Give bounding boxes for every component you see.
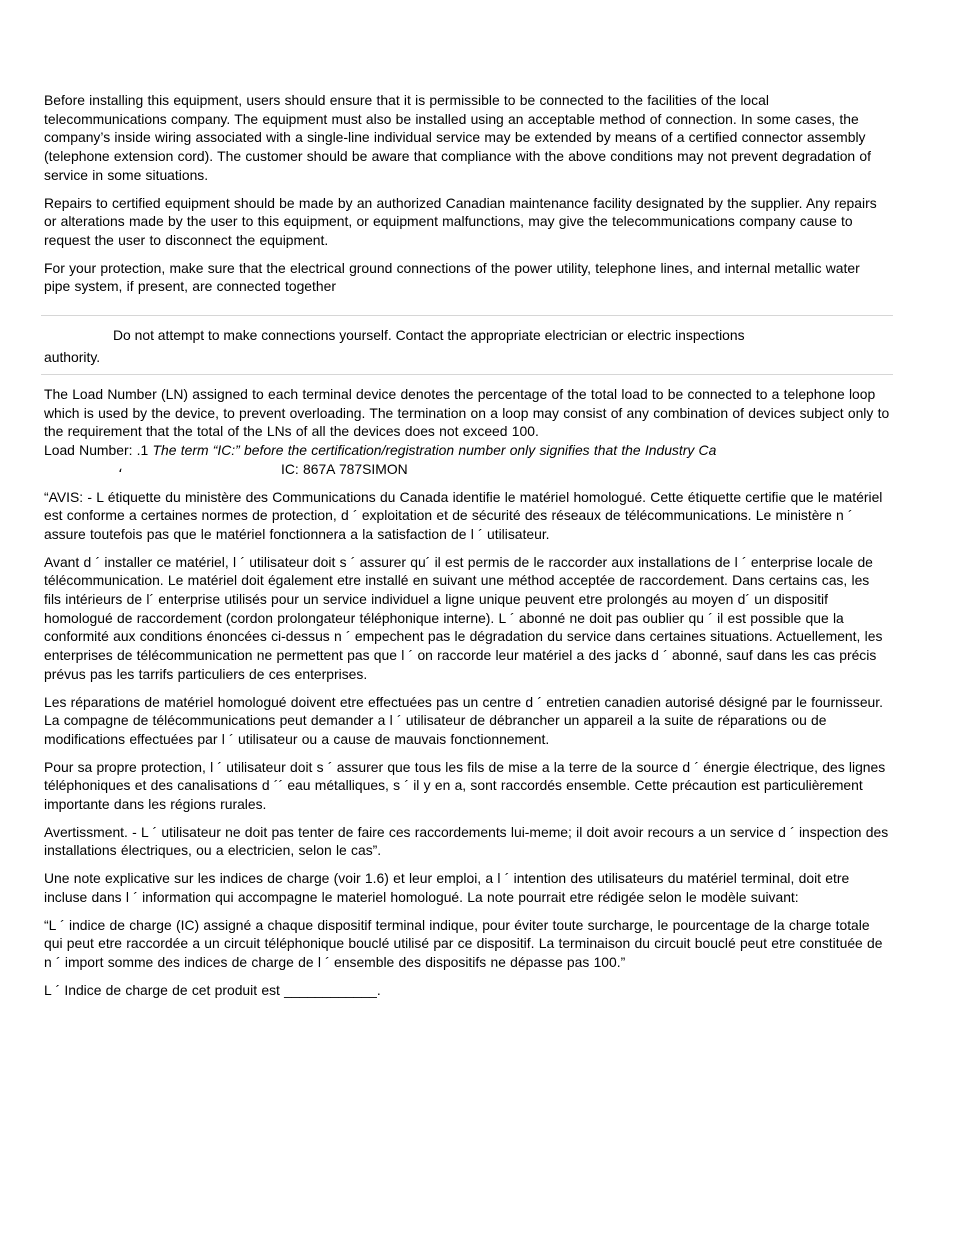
paragraph-indice-charge: “L ´ indice de charge (IC) assigné a chaque dispositif terminal indique, pour éviter toute surcharge, le pourcentage de la charge totale qui peut etre raccordée a un circuit téléphonique bouclé utilisé par ce dispositif. La terminaison du circuit bouclé peut etre constituée de n ´ import somme des indices de charge de l ´ ensemble des dispositifs ne dépasse pas 100.” (44, 916, 883, 970)
load-number-line (44, 441, 890, 460)
ic-mark: ، (118, 458, 123, 475)
caution-note (41, 315, 893, 375)
paragraph-propre-protection: Pour sa propre protection, l ´ utilisateur doit s ´ assurer que tous les fils de mise a la terre de la source d ´ énergie électrique, des lignes téléphoniques et des canalisations d ´´ eau métalliques, s ´ il y en a, sont raccordés ensemble. Cette précaution est particulièrement importante dans les régions rurales. (44, 758, 886, 813)
ic-term-note: The term “IC:” before the certification/registration number only signifies that the Industry Ca (152, 442, 717, 459)
ic-number: IC: 867A 787SIMON (281, 460, 408, 477)
paragraph-indice-produit: L ´ Indice de charge de cet produit est ____________. (44, 981, 381, 998)
load-number-description: The Load Number (LN) assigned to each terminal device denotes the percentage of the total load to be connected to a telephone loop which is used by the device, to prevent overloading. The termination on a loop may consist of any combination of devices subject only to the requirement that the total of the LNs of all the devices does not exceed 100. (44, 386, 890, 440)
paragraph-repairs: Repairs to certified equipment should be made by an authorized Canadian maintenance facility designated by the supplier. Any repairs or alterations made by the user to this equipment, or equipment malfunctions, may give the telecommunications company cause to request the user to disconnect the equipment. (44, 194, 877, 248)
ic-number-line (44, 460, 890, 479)
paragraph-installation: Before installing this equipment, users should ensure that it is permissible to be connected to the facilities of the local telecommunications company. The equipment must also be installed using an acceptable method of connection. In some cases, the company’s inside wiring associated with a single-line individual service may be extended by means of a certified connector assembly (telephone extension cord). The customer should be aware that compliance with the above conditions may not prevent degradation of service in some situations. (44, 92, 871, 183)
paragraph-note-explicative: Une note explicative sur les indices de charge (voir 1.6) et leur emploi, a l ´ intention des utilisateurs du matériel terminal, doit etre incluse dans l ´ information qui accompagne le materiel homologué. La note pourrait etre rédigée selon le modèle suivant: (44, 870, 850, 905)
caution-note-line2: authority. (44, 349, 101, 366)
paragraph-protection: For your protection, make sure that the electrical ground connections of the power utility, telephone lines, and internal metallic water pipe system, if present, are connected together (44, 259, 860, 295)
paragraph-avant-installer: Avant d ´ installer ce matériel, l ´ utilisateur doit s ´ assurer qu´ il est permis de le raccorder aux installations de l ´ enterprise locale de télécommunication. Le matériel doit également etre installé en suivant une méthod acceptée de raccordement. Dans certains cas, les fils intérieurs de l´ enterprise utilisés pour un service individuel a ligne unique peuvent etre prolongés au moyen d´ un dispositif homologué de raccordement (cordon prolongateur téléphonique interne). L ´ abonné ne doit pas oublier qu ´ il est possible que la conformité aux conditions énoncées ci-dessus n ´ empechent pas le dégradation du service dans certaines situations. Actuellement, les enterprises de télécommunication ne permettent pas que l ´ on raccorde leur matériel a des jacks d ´ abonné, sauf dans les cas précis prévus pas les tarrifs particuliers de ces enterprises. (44, 553, 883, 682)
caution-note-line1: Do not attempt to make connections yourself. Contact the appropriate electrician or electric inspections (113, 327, 745, 344)
paragraph-avis: “AVIS: - L étiquette du ministère des Communications du Canada identifie le matériel homologué. Cette étiquette certifie que le matériel est conforme a certaines normes de protection, d ´ exploitation et de sécurité des réseaux de télécommunications. Le ministère n ´ assure toutefois pas que le matériel fonctionnera a la satisfaction de l ´ utilisateur. (44, 488, 883, 542)
paragraph-avertissment: Avertissment. - L ´ utilisateur ne doit pas tenter de faire ces raccordements lui-meme; il doit avoir recours a un service d ´ inspection des installations électriques, ou a electricien, selon le cas”. (44, 823, 889, 859)
document-page (44, 91, 890, 1008)
paragraph-load-number (44, 385, 890, 479)
load-number-label: Load Number: .1 (44, 442, 149, 459)
paragraph-reparations: Les réparations de matériel homologué doivent etre effectuées pas un centre d ´ entretien canadien autorisé désigné par le fournisseur. La compagne de télécommunications peut demander a l ´ utilisateur de débrancher un appareil a la suite de réparations ou de modifications effectuées par l ´ utilisateur ou a cause de mauvais fonctionnement. (44, 693, 883, 747)
